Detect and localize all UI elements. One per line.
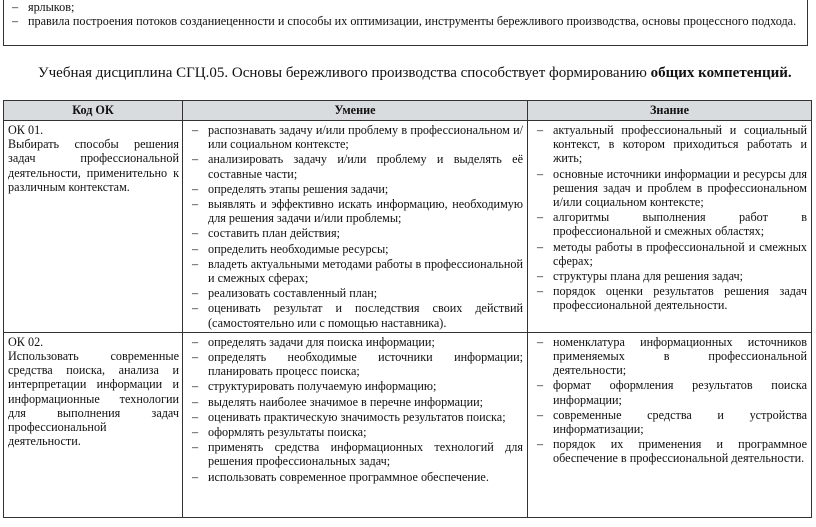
dash-bullet: – — [192, 379, 199, 394]
knowledge-cell — [528, 121, 812, 333]
dash-bullet: – — [192, 469, 199, 484]
list-item-text: определить необходимые ресурсы; — [208, 241, 389, 256]
competency-description: Выбирать способы решения задач профессиональной деятельности, применительно к различным контекстам. — [8, 137, 179, 194]
list-item — [183, 226, 523, 240]
list-item — [183, 425, 523, 439]
list-item — [528, 335, 807, 378]
list-item-text: определять задачи для поиска информации; — [208, 334, 435, 349]
list-item — [528, 167, 807, 210]
dash-bullet: – — [537, 334, 544, 349]
table-row — [4, 121, 812, 333]
dash-bullet: – — [192, 409, 199, 424]
dash-bullet: – — [192, 241, 199, 256]
list-item-text: алгоритмы выполнения работ в профессиональной и смежных областях; — [553, 210, 807, 239]
dash-bullet: – — [12, 14, 19, 29]
code-cell — [4, 121, 183, 333]
dash-bullet: – — [537, 437, 544, 452]
competency-code: ОК 01. — [8, 123, 44, 137]
knowledge-cell — [528, 332, 812, 517]
list-item-text: порядок их применения и программное обеспечение в профессиональной деятельности. — [553, 437, 807, 466]
list-item — [183, 301, 523, 329]
list-item — [183, 350, 523, 378]
list-item — [183, 335, 523, 349]
knowledge-list — [528, 333, 811, 468]
list-item — [528, 269, 807, 283]
dash-bullet: – — [192, 123, 199, 137]
list-item-text: определять необходимые источники информации; планировать процесс поиска; — [208, 350, 523, 379]
skills-cell — [183, 332, 528, 517]
list-item — [528, 123, 807, 166]
dash-bullet: – — [192, 256, 199, 271]
dash-bullet: – — [192, 226, 199, 241]
skills-list — [183, 333, 527, 486]
list-item-text: основные источники информации и ресурсы для решения задач и проблем в профессиональном и/или социальном контексте; — [553, 166, 807, 210]
dash-bullet: – — [537, 269, 544, 284]
list-item — [528, 210, 807, 238]
list-item-text: номенклатура информационных источников применяемых в профессиональной деятельности; — [553, 334, 807, 378]
dash-bullet: – — [192, 394, 199, 409]
intro-bold-text: общих компетенций. — [650, 65, 792, 81]
list-item-text: оформлять результаты поиска; — [208, 425, 367, 440]
intro-paragraph — [38, 64, 813, 82]
knowledge-list — [528, 121, 811, 315]
code-cell — [4, 332, 183, 517]
list-item-text: правила построения потоков созданиеценности и способы их оптимизации, инструменты бережливого производства, основы процессного подхода. — [28, 14, 797, 29]
list-item — [528, 240, 807, 268]
list-item-text: выявлять и эффективно искать информацию, необходимую для решения задачи и/или проблемы; — [208, 197, 523, 226]
intro-text: Учебная дисциплина СГЦ.05. Основы бережливого производства способствует формированию — [38, 65, 651, 81]
dash-bullet: – — [537, 239, 544, 254]
list-item-text: составить план действия; — [208, 226, 341, 241]
header-skill: Умение — [183, 101, 528, 121]
list-item-text: актуальный профессиональный и социальный контекст, в котором приходиться работать и жить; — [553, 123, 807, 166]
dash-bullet: – — [192, 181, 199, 196]
dash-bullet: – — [537, 166, 544, 181]
dash-bullet: – — [537, 123, 544, 137]
dash-bullet: – — [192, 425, 199, 440]
list-item — [183, 470, 523, 484]
dash-bullet: – — [537, 378, 544, 393]
list-item-text: порядок оценки результатов решения задач профессиональной деятельности. — [553, 284, 807, 313]
list-item-text: оценивать практическую значимость результатов поиска; — [208, 409, 506, 424]
list-item — [183, 257, 523, 285]
list-item — [183, 379, 523, 393]
dash-bullet: – — [12, 0, 19, 14]
list-item-text: современные средства и устройства информатизации; — [553, 407, 807, 437]
table-header-row — [4, 101, 812, 121]
list-item — [528, 437, 807, 465]
competency-code: ОК 02. — [8, 334, 44, 349]
dash-bullet: – — [537, 407, 544, 422]
list-item-text: ярлыков; — [28, 0, 75, 14]
skills-list — [183, 121, 527, 332]
list-item-text: реализовать составленный план; — [208, 286, 378, 301]
list-item-text: формат оформления результатов поиска информации; — [553, 378, 807, 407]
list-item — [528, 284, 807, 312]
table-row — [4, 332, 812, 517]
dash-bullet: – — [192, 334, 199, 349]
list-item-text: выделять наиболее значимое в перечне информации; — [208, 394, 484, 409]
list-item-text: структуры плана для решения задач; — [553, 269, 744, 284]
dash-bullet: – — [192, 152, 199, 167]
list-item-text: определять этапы решения задачи; — [208, 181, 389, 196]
dash-bullet: – — [537, 284, 544, 299]
list-item — [183, 152, 523, 180]
list-item — [183, 182, 523, 196]
list-item — [183, 197, 523, 225]
list-item-text: владеть актуальными методами работы в профессиональной и смежных сферах; — [208, 256, 523, 286]
dash-bullet: – — [192, 286, 199, 301]
skills-cell — [183, 121, 528, 333]
list-item — [183, 440, 523, 468]
dash-bullet: – — [192, 301, 199, 316]
list-item — [528, 378, 807, 406]
dash-bullet: – — [192, 197, 199, 212]
previous-list-box — [3, 0, 808, 46]
list-item-text: структурировать получаемую информацию; — [208, 379, 437, 394]
list-item — [4, 0, 807, 14]
list-item — [183, 410, 523, 424]
list-item — [183, 123, 523, 151]
dash-bullet: – — [192, 440, 199, 455]
list-item-text: оценивать результат и последствия своих действий (самостоятельно или с помощью наставника). — [208, 301, 523, 330]
competency-description: Использовать современные средства поиска, анализа и интерпретации информации и информационные технологии для выполнения задач профессиональной деятельности. — [8, 349, 179, 449]
competencies-table — [3, 100, 812, 518]
list-item-text: применять средства информационных технологий для решения профессиональных задач; — [208, 440, 523, 469]
list-item — [183, 395, 523, 409]
list-item-text: использовать современное программное обеспечение. — [208, 469, 489, 484]
list-item-text: распознавать задачу и/или проблему в профессиональном и/или социальном контексте; — [208, 123, 523, 152]
dash-bullet: – — [537, 210, 544, 225]
dash-bullet: – — [192, 350, 199, 365]
list-item-text: анализировать задачу и/или проблему и выделять её составные части; — [208, 152, 523, 181]
list-item — [528, 408, 807, 436]
list-item — [183, 286, 523, 300]
list-item — [183, 242, 523, 256]
list-item-text: методы работы в профессиональной и смежных сферах; — [553, 239, 807, 268]
list-item — [4, 14, 807, 28]
header-code: Код ОК — [4, 101, 183, 121]
header-knowledge: Знание — [528, 101, 812, 121]
